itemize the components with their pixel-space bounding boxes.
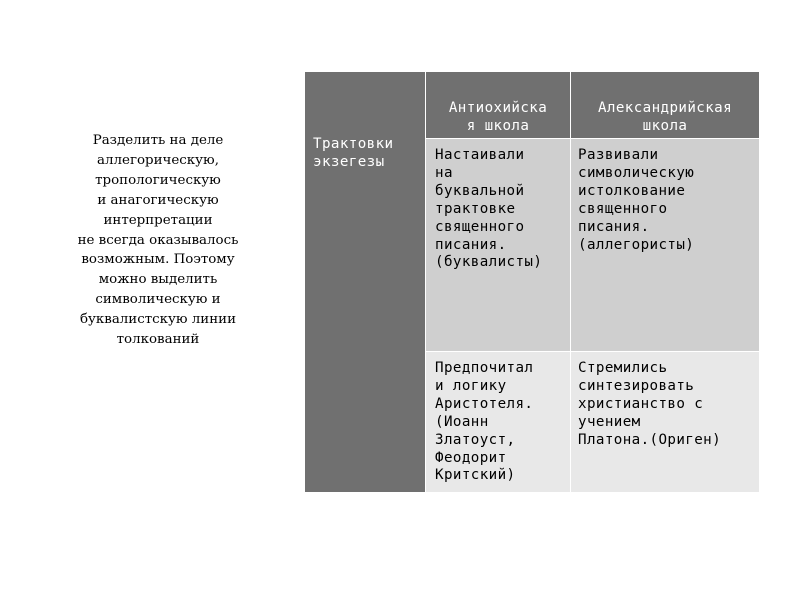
note-line: аллегорическую, xyxy=(97,152,219,168)
note-line: символическую и xyxy=(95,292,221,308)
side-header-line: Трактовки xyxy=(313,136,394,152)
cell-line: буквальной xyxy=(435,182,525,199)
cell-line: символическую xyxy=(578,164,695,181)
cell-line: Аристотеля. xyxy=(435,395,534,412)
note-line: Разделить на деле xyxy=(92,133,224,148)
column-header-line: Антиохийска xyxy=(448,100,548,116)
cell-line: Стремились xyxy=(578,360,668,376)
exegesis-table xyxy=(305,72,759,492)
table-cell-row2-antioch xyxy=(426,352,570,492)
note-line: буквалистскую линии xyxy=(79,312,237,328)
note-line: можно выделить xyxy=(98,272,218,288)
cell-line: Феодорит xyxy=(435,449,507,466)
column-header-line: школа xyxy=(642,117,688,134)
cell-line: Критский) xyxy=(435,467,516,484)
table-cell-row2-alexandria xyxy=(571,352,759,492)
cell-line: и логику xyxy=(435,377,507,394)
cell-line: писания. xyxy=(578,218,650,235)
cell-line: Развивали xyxy=(578,147,659,163)
cell-line: (буквалисты) xyxy=(435,254,543,271)
note-line: не всегда оказывалось xyxy=(77,232,239,248)
cell-line: на xyxy=(435,164,453,181)
cell-line: (аллегористы) xyxy=(578,236,695,253)
table-cell-row1-alexandria xyxy=(571,139,759,351)
table-side-header xyxy=(305,72,425,492)
cell-line: учением xyxy=(578,413,641,430)
note-line: толкований xyxy=(116,332,200,348)
cell-line: (Иоанн xyxy=(435,413,489,430)
cell-line: священного xyxy=(578,200,668,217)
cell-line: Настаивали xyxy=(435,147,525,163)
column-header-line: я школа xyxy=(466,117,530,134)
explanatory-note xyxy=(58,131,258,350)
cell-line: писания. xyxy=(435,236,507,253)
note-line: и анагогическую xyxy=(97,192,219,208)
table-cell-row1-antioch xyxy=(426,139,570,351)
cell-line: христианство с xyxy=(578,395,704,412)
cell-line: Златоуст, xyxy=(435,431,516,448)
column-header-alexandria xyxy=(571,72,759,138)
note-line: возможным. Поэтому xyxy=(81,252,235,268)
cell-line: Платона.(Ориген) xyxy=(578,431,722,448)
side-header-line: экзегезы xyxy=(313,153,385,170)
note-line: интерпретации xyxy=(103,212,213,228)
column-header-antioch xyxy=(426,72,570,138)
column-header-line: Александрийская xyxy=(597,100,733,116)
cell-line: синтезировать xyxy=(578,377,695,394)
cell-line: Предпочитал xyxy=(435,360,534,376)
note-line: тропологическую xyxy=(95,172,221,188)
cell-line: трактовке xyxy=(435,200,516,217)
cell-line: священного xyxy=(435,218,525,235)
cell-line: истолкование xyxy=(578,182,686,199)
